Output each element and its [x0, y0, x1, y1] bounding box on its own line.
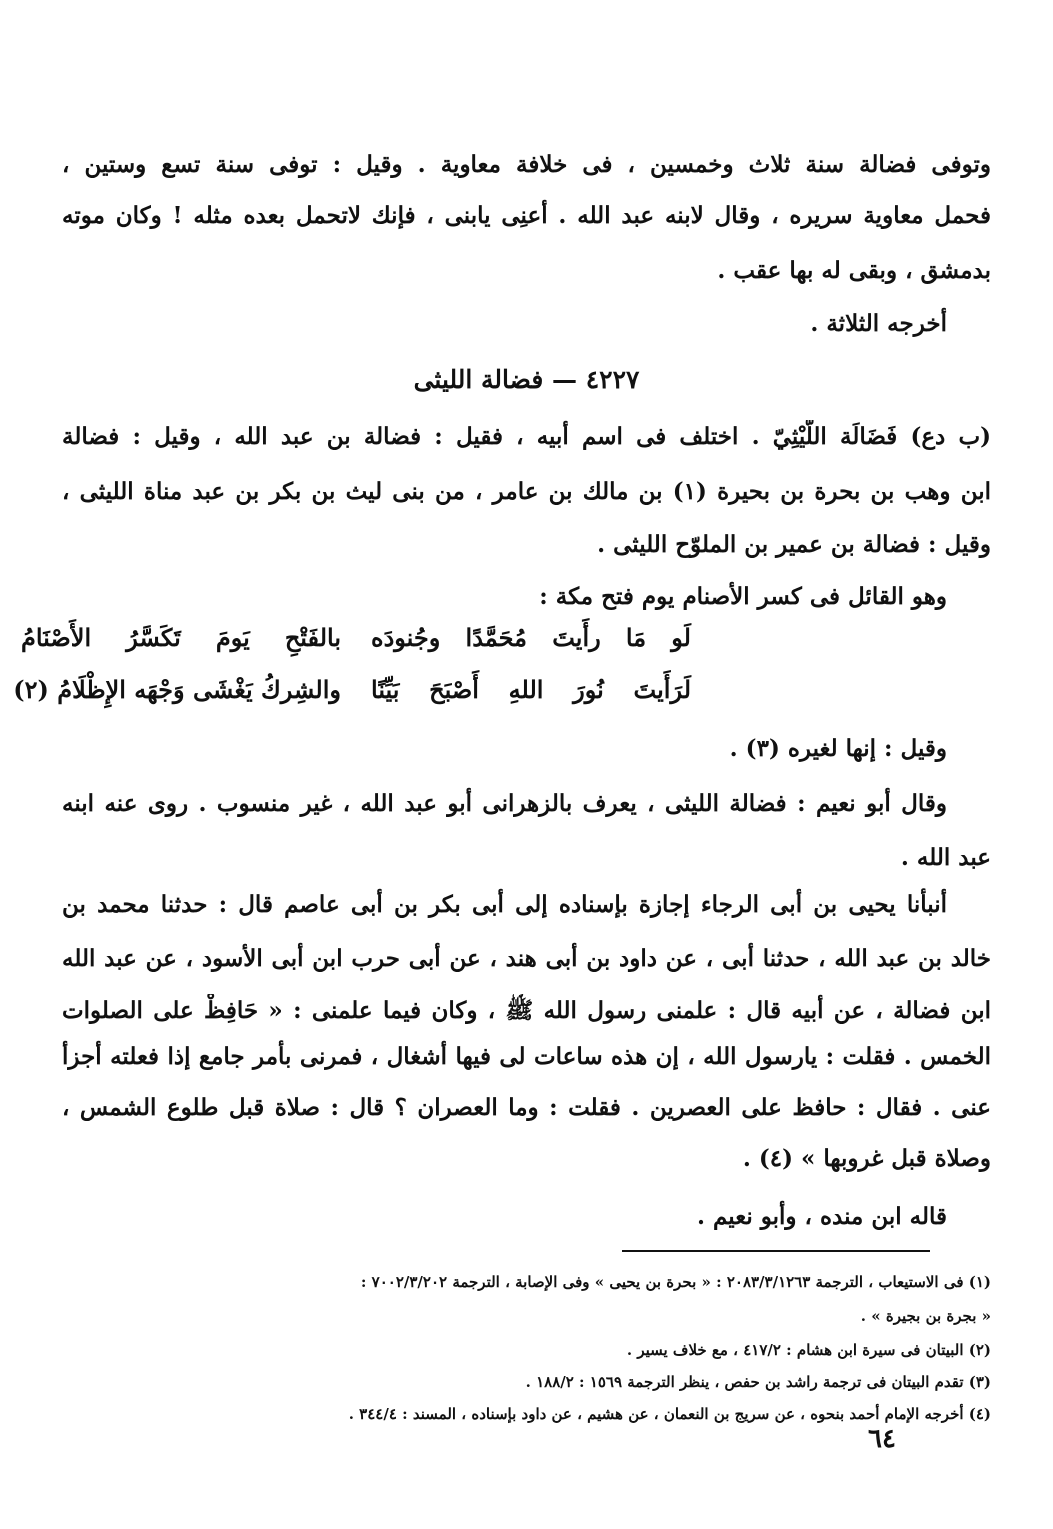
- verse-2: [13, 670, 991, 710]
- paragraph-8: قاله ابن منده ، وأبو نعيم .: [696, 1203, 947, 1230]
- footnote-4: (٤) أخرجه الإمام أحمد بنحوه ، عن سريج بن النعمان ، عن هشيم ، عن داود بإسناده ، المسند : ٣٤٤/٤ .: [348, 1405, 991, 1423]
- paragraph-3-line-3: وقيل : فضالة بن عمير بن الملوّح الليثى .: [597, 531, 991, 558]
- paragraph-6-line-1: وقال أبو نعيم : فضالة الليثى ، يعرف بالزهرانى أبو عبد الله ، غير منسوب . روى عنه ابنه: [62, 790, 947, 817]
- verse-1: [21, 618, 991, 658]
- paragraph-5: وقيل : إنها لغيره (٣) .: [729, 735, 947, 762]
- main-text: [13, 0, 991, 1529]
- paragraph-1-line-1: وتوفى فضالة سنة ثلاث وخمسين ، فى خلافة معاوية . وقيل : توفى سنة تسع وستين ،: [62, 151, 991, 178]
- paragraph-7-line-5: عنى . فقال : حافظ على العصرين . فقلت : وما العصران ؟ قال : صلاة قبل طلوع الشمس ،: [62, 1094, 991, 1121]
- paragraph-2: أخرجه الثلاثة .: [810, 310, 947, 337]
- paragraph-3-line-2: ابن وهب بن بحرة بن بحيرة (١) بن مالك بن عامر ، من بنى ليث بن بكر بن عبد مناة الليثى ،: [62, 478, 991, 505]
- verse-2-second-hemistich: والشِركُ يَغْشَى وَجْهَه الإِظْلَامُ (٢): [13, 675, 341, 704]
- paragraph-4: وهو القائل فى كسر الأصنام يوم فتح مكة :: [539, 583, 947, 610]
- footnote-3: (٣) تقدم البيتان فى ترجمة راشد بن حفص ، ينظر الترجمة ١٥٦٩ : ١٨٨/٢ .: [525, 1373, 991, 1391]
- footnote-1-line-2: « بجرة بن بجيرة » .: [860, 1307, 991, 1325]
- paragraph-3-line-1: (ب دع) فَضَالَة اللَّيْثِيّ . اختلف فى اسم أبيه ، فقيل : فضالة بن عبد الله ، وقيل : فضالة: [62, 423, 991, 450]
- verse-1-first-hemistich: لَو مَا رأَيتَ مُحَمَّدًا وجُنودَه: [371, 623, 691, 652]
- verse-2-first-hemistich: لَرَأَيتَ نُورَ اللهِ أَصْبَحَ بَيِّنًا: [371, 675, 691, 704]
- paragraph-7-line-2: خالد بن عبد الله ، حدثنا أبى ، عن داود بن أبى هند ، عن أبى حرب ابن أبى الأسود ، عن عبد الله: [62, 945, 991, 972]
- paragraph-7-line-3: ابن فضالة ، عن أبيه قال : علمنى رسول الله ﷺ ، وكان فيما علمنى : « حَافِظْ على الصلوات: [62, 997, 991, 1024]
- page-number: ٦٤: [868, 1424, 896, 1454]
- paragraph-1-line-3: بدمشق ، وبقى له بها عقب .: [717, 257, 991, 284]
- verse-1-second-hemistich: بالفَتْحِ يَومَ تَكَسَّرُ الأَصْنَامُ: [21, 623, 341, 652]
- paragraph-1-line-2: فحمل معاوية سريره ، وقال لابنه عبد الله . أعنِى يابنى ، فإنك لاتحمل بعده مثله ! وكان موته: [62, 202, 991, 229]
- paragraph-7-line-1: أنبأنا يحيى بن أبى الرجاء إجازة بإسناده إلى أبى بكر بن أبى عاصم قال : حدثنا محمد بن: [62, 891, 947, 918]
- entry-heading: ٤٢٢٧ — فضالة الليثى: [413, 365, 640, 394]
- paragraph-7-line-6: وصلاة قبل غروبها » (٤) .: [742, 1145, 991, 1172]
- footnote-2: (٢) البيتان فى سيرة ابن هشام : ٤١٧/٢ ، مع خلاف يسير .: [626, 1341, 991, 1359]
- paragraph-6-line-2: عبد الله .: [900, 844, 991, 871]
- paragraph-7-line-4: الخمس . فقلت : يارسول الله ، إن هذه ساعات لى فيها أشغال ، فمرنى بأمر جامع إذا فعلته أجزأ: [62, 1043, 991, 1070]
- footnote-separator: [622, 1250, 930, 1252]
- footnote-1-line-1: (١) فى الاستيعاب ، الترجمة ٢٠٨٣/٣/١٢٦٣ : « بحرة بن يحيى » وفى الإصابة ، الترجمة ٧٠٠٢/٣/٢٠٢ :: [360, 1273, 991, 1291]
